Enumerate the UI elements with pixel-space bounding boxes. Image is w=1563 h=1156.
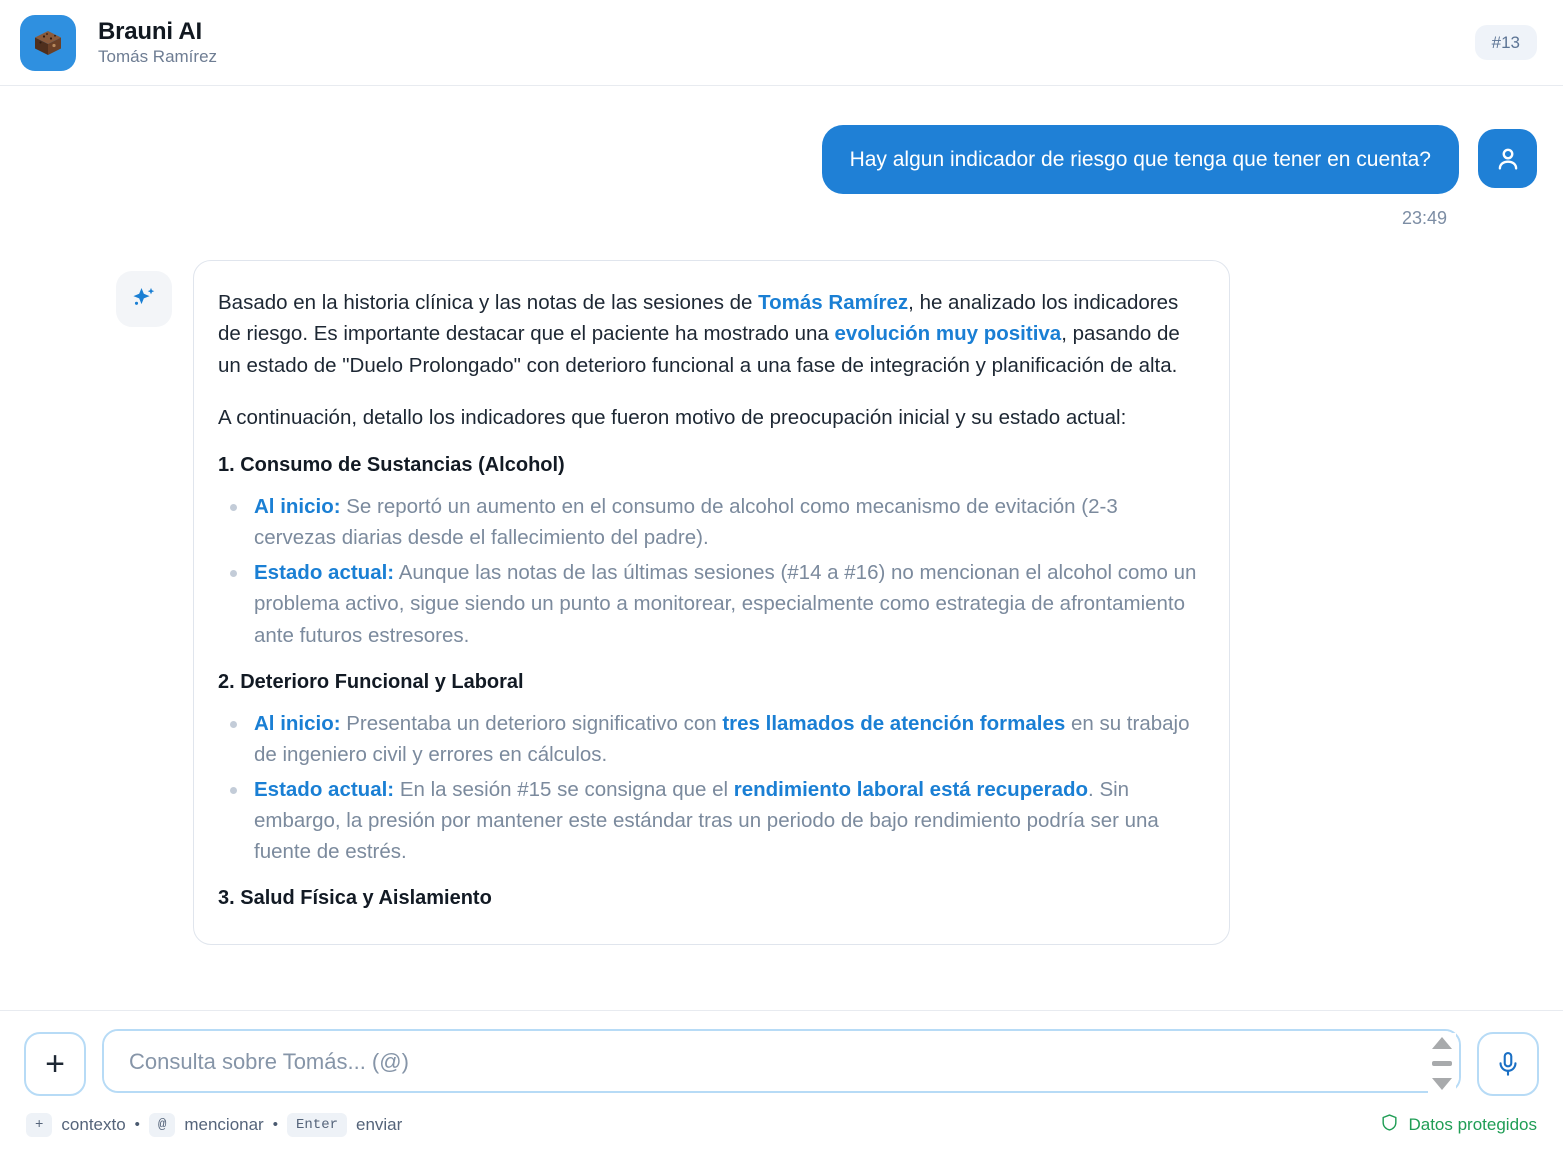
emphasis-run: tres llamados de atención formales <box>722 711 1066 735</box>
bullet-label: Al inicio: <box>254 494 341 518</box>
message-input-wrapper <box>102 1029 1461 1098</box>
hint-label-mention: mencionar <box>184 1114 264 1134</box>
hint-separator: • <box>134 1116 140 1134</box>
message-timestamp: 23:49 <box>1401 208 1447 229</box>
bullet-dot-icon <box>230 787 237 794</box>
list-item <box>218 557 1199 650</box>
section-bullet-list <box>218 491 1199 651</box>
text-run: . Sin embargo, la presión por mantener este estándar tras un periodo de bajo rendimiento podría ser una fuente de estrés. <box>254 778 1159 864</box>
text-run: , he analizado los indicadores de riesgo. Es importante destacar que el paciente ha mostrado una <box>218 291 1179 346</box>
bullet-dot-icon <box>230 721 237 728</box>
bullet-label: Al inicio: <box>254 711 341 735</box>
text-run: En la sesión #15 se consigna que el <box>394 778 734 802</box>
hint-label-context: contexto <box>61 1114 126 1134</box>
text-run: , pasando de un estado de "Duelo Prolongado" con deterioro funcional a una fase de integración y planificación de alta. <box>218 322 1180 377</box>
text-run: A continuación, detallo los indicadores que fueron motivo de preocupación inicial y su estado actual: <box>218 405 1127 429</box>
add-context-button[interactable]: + <box>24 1032 86 1096</box>
text-run: Presentaba un deterioro significativo con <box>340 711 723 735</box>
hint-separator: • <box>272 1116 278 1134</box>
text-run: Basado en la historia clínica y las notas de las sesiones de <box>218 291 759 315</box>
section-heading: 1. Consumo de Sustancias (Alcohol) <box>218 453 565 476</box>
user-message-bubble: Hay algun indicador de riesgo que tenga que tener en cuenta? <box>822 125 1459 194</box>
user-timestamp-row <box>26 208 1537 229</box>
chat-scroll-area[interactable] <box>0 86 1563 1156</box>
sparkles-icon <box>116 271 172 327</box>
data-protected-status <box>1380 1112 1537 1138</box>
app-header <box>0 0 1563 86</box>
assistant-message-card <box>193 260 1230 945</box>
section-heading-clipped: 3. Salud Física y Aislamiento <box>218 887 492 910</box>
hint-key-plus: + <box>26 1113 52 1138</box>
list-item <box>218 491 1199 553</box>
assistant-paragraph <box>218 402 1199 433</box>
session-badge[interactable]: #13 <box>1475 25 1537 60</box>
text-run: Aunque las notas de las últimas sesiones (#14 a #16) no mencionan el alcohol como un problema activo, sigue siendo un punto a monitorear, especialmente como estrategia de afrontamiento ante futuros estresores. <box>254 561 1197 647</box>
bullet-label: Estado actual: <box>254 561 395 585</box>
brownie-icon <box>20 15 76 71</box>
inline-link-evolution[interactable]: evolución muy positiva <box>834 322 1062 346</box>
text-run: en su trabajo de ingeniero civil y errores en cálculos. <box>254 711 1190 766</box>
section-heading: 2. Deterioro Funcional y Laboral <box>218 670 524 693</box>
page-title: Brauni AI <box>98 18 202 45</box>
scrollbar-thumb[interactable] <box>1432 1061 1452 1066</box>
hint-key-enter: Enter <box>287 1113 347 1138</box>
emphasis-run: rendimiento laboral está recuperado <box>733 778 1089 802</box>
header-titles <box>98 18 217 67</box>
data-protected-label: Datos protegidos <box>1408 1115 1537 1134</box>
list-item <box>218 708 1199 770</box>
message-composer <box>0 1010 1563 1156</box>
composer-footer <box>24 1112 1539 1138</box>
bullet-dot-icon <box>230 570 237 577</box>
header-subtitle: Tomás Ramírez <box>98 46 218 66</box>
shield-icon <box>1380 1112 1399 1138</box>
bullet-dot-icon <box>230 504 237 511</box>
assistant-message-row <box>26 260 1537 945</box>
hint-label-send: enviar <box>356 1114 403 1134</box>
message-input[interactable] <box>102 1029 1461 1093</box>
bullet-label: Estado actual: <box>254 778 395 802</box>
input-scrollbar[interactable] <box>1428 1033 1456 1094</box>
composer-hints <box>26 1113 402 1138</box>
scroll-up-arrow-icon[interactable] <box>1432 1037 1452 1049</box>
assistant-paragraph <box>218 287 1199 380</box>
inline-link-patient-name[interactable]: Tomás Ramírez <box>758 291 909 315</box>
section-bullet-list <box>218 708 1199 868</box>
user-icon <box>1478 129 1537 188</box>
user-message-row <box>26 125 1537 194</box>
composer-row <box>24 1029 1539 1098</box>
text-run: Se reportó un aumento en el consumo de alcohol como mecanismo de evitación (2-3 cervezas diarias desde el fallecimiento del padre). <box>254 494 1118 550</box>
list-item <box>218 774 1199 867</box>
hint-key-at: @ <box>149 1113 175 1138</box>
scroll-down-arrow-icon[interactable] <box>1432 1078 1452 1090</box>
microphone-button[interactable] <box>1477 1032 1539 1096</box>
